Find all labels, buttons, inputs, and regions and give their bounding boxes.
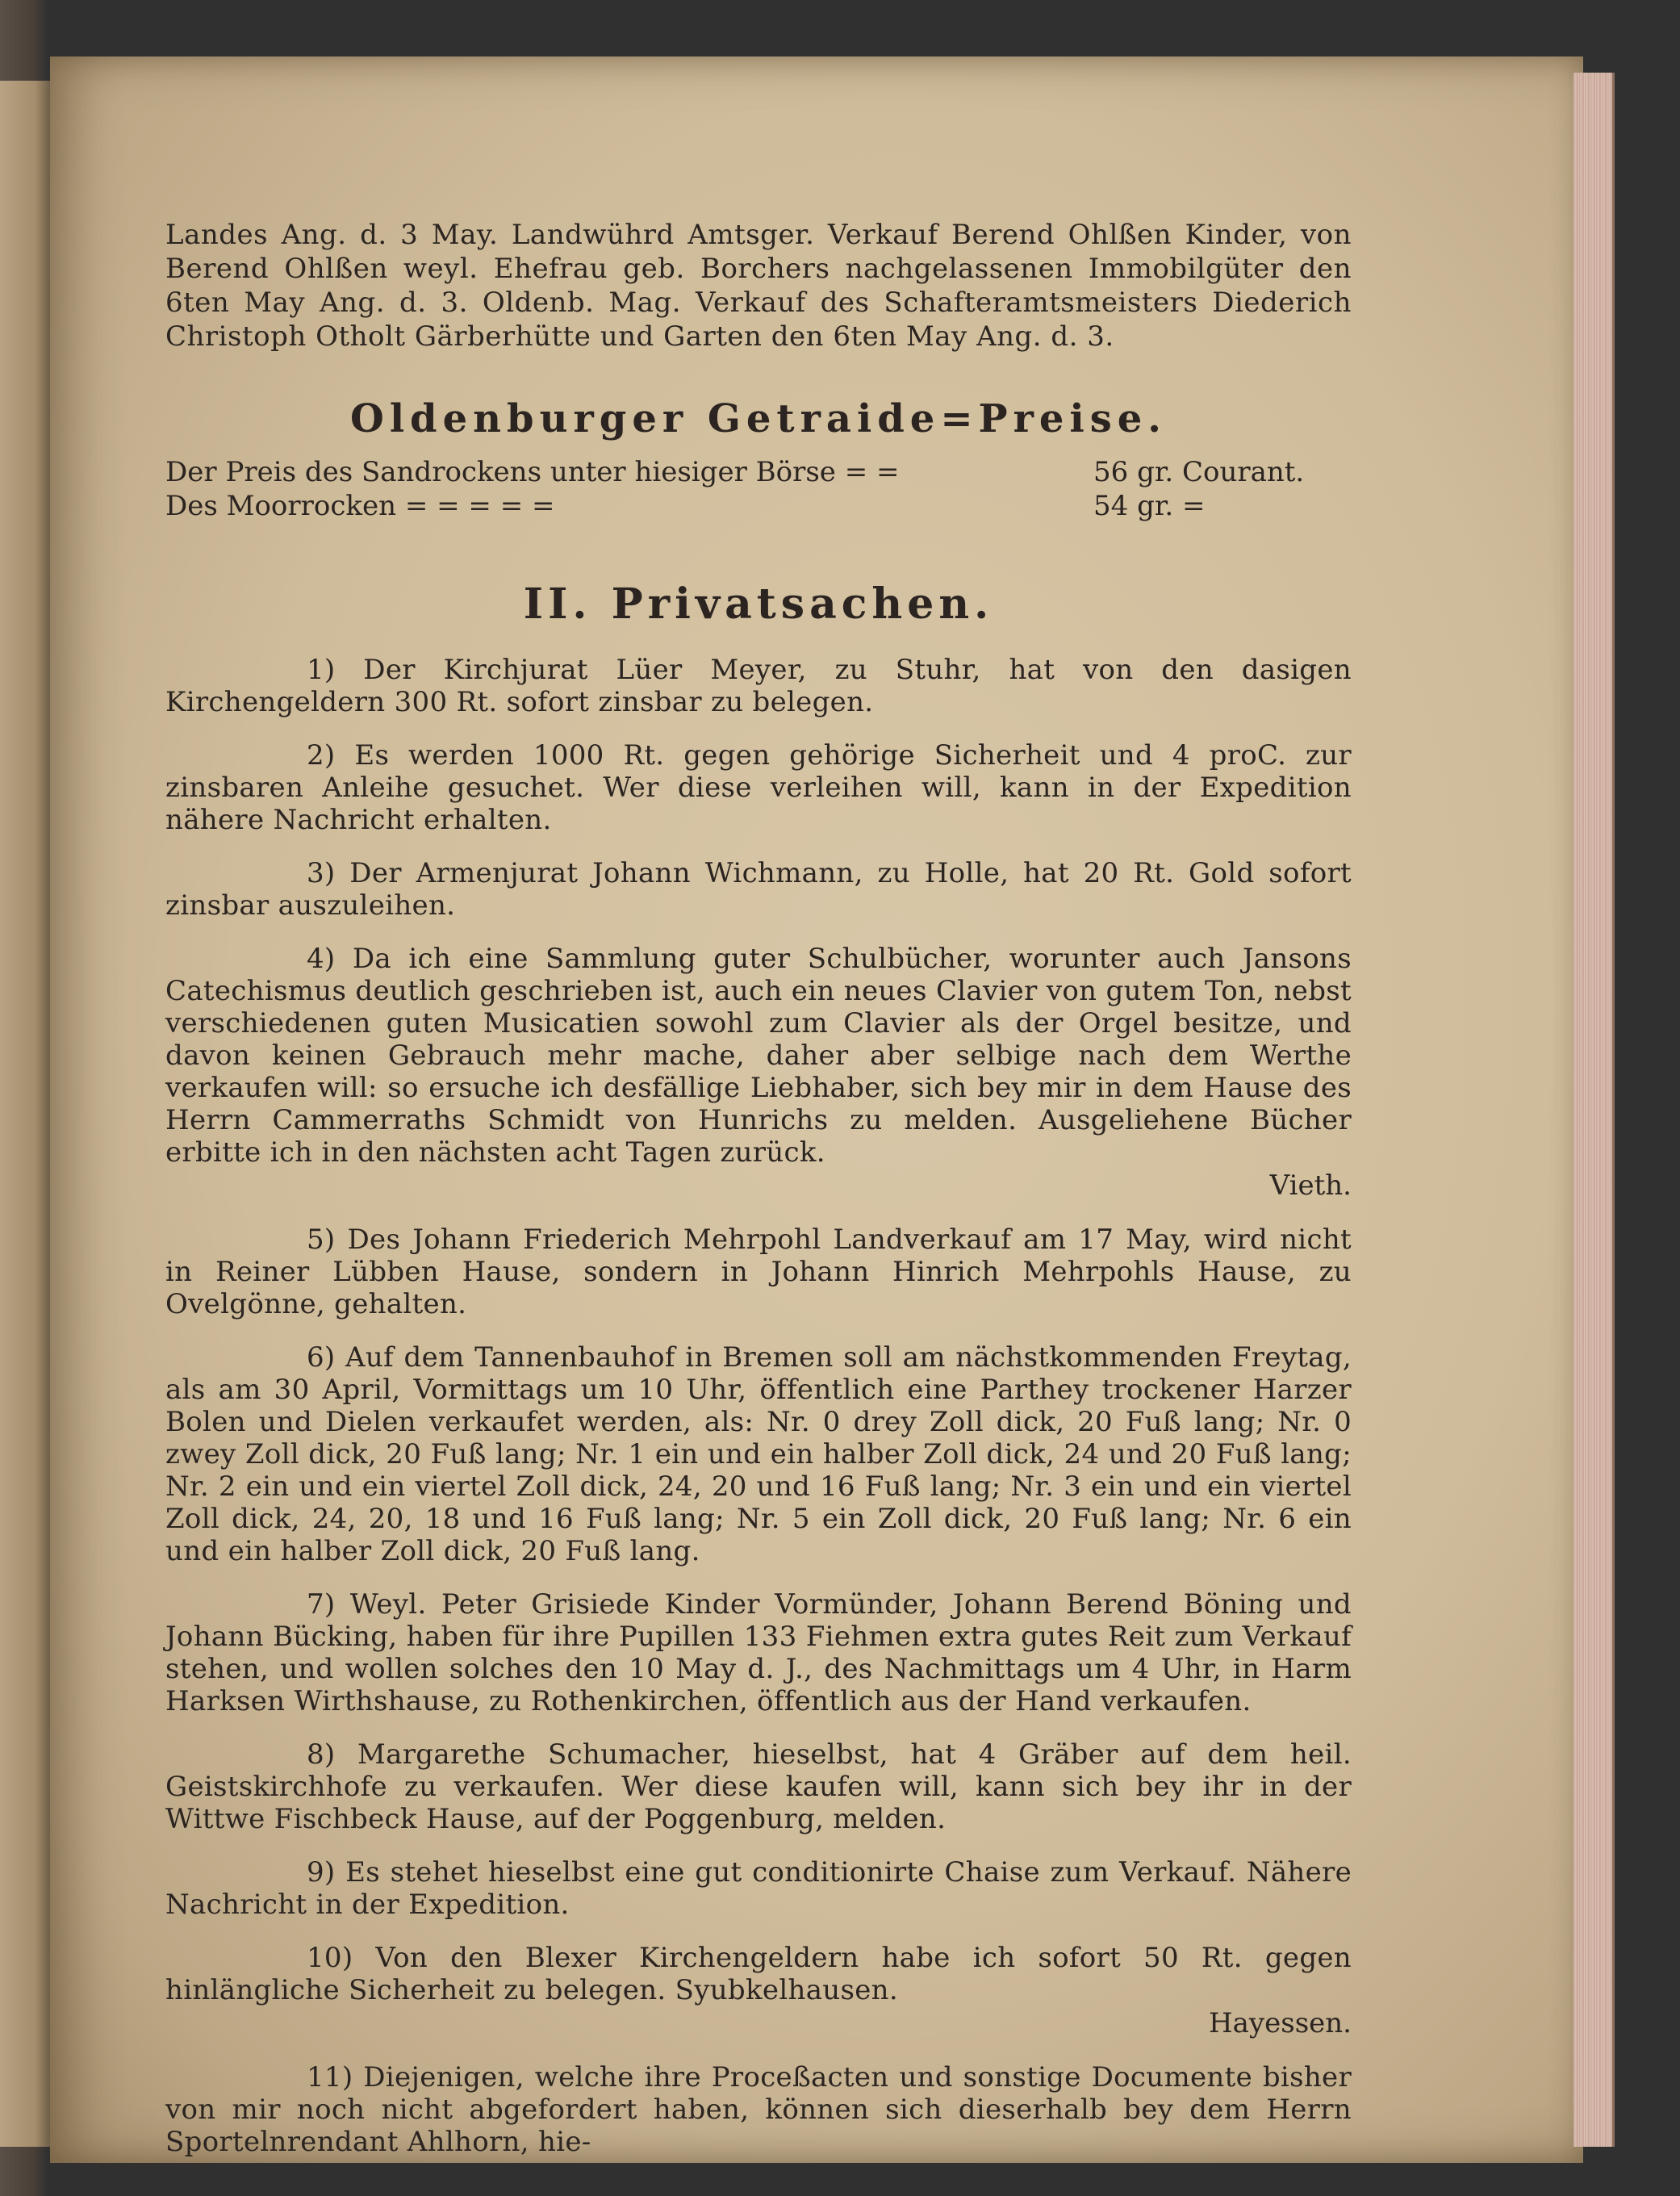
notice-item: 6) Auf dem Tannenbauhof in Bremen soll am nächstkommenden Freytag, als am 30 April, Vormittags um 10 Uhr, öffentlich eine Parthey trockener Harzer Bolen und Dielen verkaufet werden, als: Nr. 0 drey Zoll dick, 20 Fuß lang; Nr. 0 zwey Zoll dick, 20 Fuß lang; Nr. 1 ein und ein halber Zoll dick, 24 und 20 Fuß lang; Nr. 2 ein und ein viertel Zoll dick, 24, 20 und 16 Fuß lang; Nr. 3 ein und ein viertel Zoll dick, 24, 20, 18 und 16 Fuß lang; Nr. 5 ein Zoll dick, 20 Fuß lang; Nr. 6 ein und ein halber Zoll dick, 20 Fuß lang. (165, 1341, 1352, 1567)
price-label: Des Moorrocken = = = = = (165, 490, 555, 522)
notice-item: 2) Es werden 1000 Rt. gegen gehörige Sicherheit und 4 proC. zur zinsbaren Anleihe gesuchet. Wer diese verleihen will, kann in der Expedition nähere Nachricht erhalten. (165, 739, 1352, 836)
notice-item: 11) Diejenigen, welche ihre Proceßacten und sonstige Documente bisher von mir noch nicht abgefordert haben, können sich dieserhalb bey dem Herrn Sportelnrendant Ahlhorn, hie- (165, 2061, 1352, 2158)
notice-item: 3) Der Armenjurat Johann Wichmann, zu Holle, hat 20 Rt. Gold sofort zinsbar auszuleihen. (165, 857, 1352, 922)
private-section-title: II. Privatsachen. (523, 579, 994, 629)
price-label: Der Preis des Sandrockens unter hiesiger Börse = = (165, 456, 900, 488)
announcement-text: Landes Ang. d. 3 May. Landwührd Amtsger. Verkauf Berend Ohlßen Kinder, von Berend Ohlßen weyl. Ehefrau geb. Borchers nachgelassenen Immobilgüter den 6ten May Ang. d. 3. Oldenb. Mag. Verkauf des Schafteramtsmeisters Diederich Christoph Otholt Gärberhütte und Garten den 6ten May Ang. d. 3. (165, 219, 1352, 353)
notice-item: 4) Da ich eine Sammlung guter Schulbücher, worunter auch Jansons Catechismus deutlich geschrieben ist, auch ein neues Clavier von gutem Ton, nebst verschiedenen guten Musicatien sowohl zum Clavier als der Orgel besitze, und davon keinen Gebrauch mehr mache, daher aber selbige nach dem Werthe verkaufen will: so ersuche ich desfällige Liebhaber, sich bey mir in dem Hause des Herrn Cammerraths Schmidt von Hunrichs zu melden. Ausgeliehene Bücher erbitte ich in den nächsten acht Tagen zurück. (165, 943, 1352, 1169)
previous-page-edge (0, 81, 52, 2147)
notice-item: 8) Margarethe Schumacher, hieselbst, hat 4 Gräber auf dem heil. Geistskirchhofe zu verkaufen. Wer diese kaufen will, kann sich bey ihr in der Wittwe Fischbeck Hause, auf der Poggenburg, melden. (165, 1738, 1352, 1835)
price-value: 56 gr. Courant. (1093, 456, 1305, 488)
price-row (165, 455, 1352, 489)
notice-item: 7) Weyl. Peter Grisiede Kinder Vormünder, Johann Berend Böning und Johann Bücking, haben für ihre Pupillen 133 Fiehmen extra gutes Reit zum Verkauf stehen, und wollen solches den 10 May d. J., des Nachmittags um 4 Uhr, in Harm Harksen Wirthshause, zu Rothenkirchen, öffentlich aus der Hand verkaufen. (165, 1588, 1352, 1717)
grain-prices-title: Oldenburger Getraide=Preise. (350, 396, 1167, 441)
page-content (165, 218, 1352, 2179)
private-items-list (165, 654, 1352, 2158)
notice-item: 10) Von den Blexer Kirchengeldern habe ich sofort 50 Rt. gegen hinlängliche Sicherheit zu belegen. Syubkelhausen. (165, 1942, 1352, 2006)
price-value: 54 gr. = (1093, 490, 1206, 522)
notice-item: 1) Der Kirchjurat Lüer Meyer, zu Stuhr, hat von den dasigen Kirchengeldern 300 Rt. sofort zinsbar zu belegen. (165, 654, 1352, 718)
notice-item: 9) Es stehet hieselbst eine gut conditionirte Chaise zum Verkauf. Nähere Nachricht in der Expedition. (165, 1856, 1352, 1921)
page-stack-edge (1573, 73, 1615, 2147)
notice-signature: Hayessen. (1209, 2007, 1352, 2039)
notice-item-wrap (165, 943, 1352, 1223)
notice-signature: Vieth. (1269, 1169, 1352, 1202)
notice-item-wrap (165, 1942, 1352, 2061)
price-row (165, 489, 1352, 523)
notice-item: 5) Des Johann Friederich Mehrpohl Landverkauf am 17 May, wird nicht in Reiner Lübben Hause, sondern in Johann Hinrich Mehrpohls Hause, zu Ovelgönne, gehalten. (165, 1223, 1352, 1320)
